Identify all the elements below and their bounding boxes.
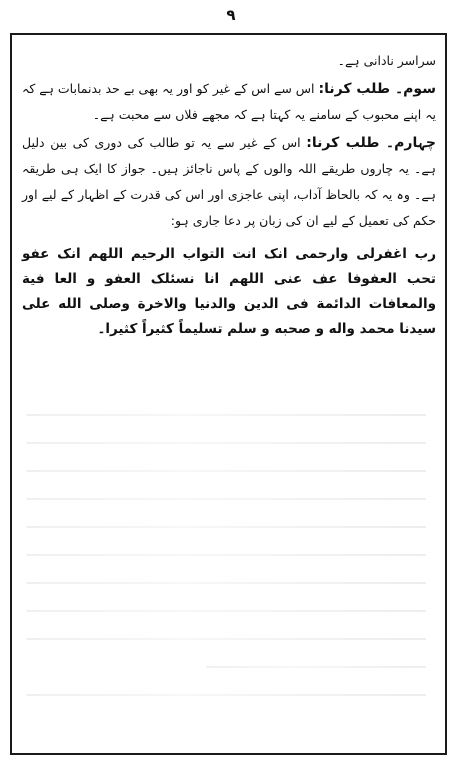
faded-bleedthrough-area xyxy=(26,414,426,734)
heading-chaharum: چہارم۔ طلب کرنا: xyxy=(306,135,436,151)
page-content xyxy=(22,48,436,342)
paragraph-som xyxy=(22,76,436,128)
paragraph-chaharum xyxy=(22,130,436,234)
text-som: اس سے اس کے غیر کو اور یہ بھی بے حد بدنمابات ہے کہ یہ اپنے محبوب کے سامنے یہ کہتا ہے کہ مجھے فلاں سے محبت ہے۔ xyxy=(22,81,436,122)
page-number: ۹ xyxy=(226,6,236,24)
intro-line: سراسر نادانی ہے۔ xyxy=(337,53,436,68)
heading-som: سوم۔ طلب کرنا: xyxy=(318,81,436,97)
arabic-dua: رب اغفرلی وارحمی انک انت التواب الرحیم اللھم انک عفو تحب العفوفا عف عنی اللھم انا نسئلک العفو و العا فیة والمعافات الدائمة فی الدین والدنیا والاخرة وصلی الله علی سیدنا محمد واله و صحبه و سلم تسلیماً کثیراً کثیرا۔ xyxy=(22,246,436,337)
text-chaharum: اس کے غیر سے یہ تو طالب کی دوری کی بین دلیل ہے۔ یہ چاروں طریقے اللہ والوں کے پاس ناجائز ہیں۔ جواز کا ایک ہی طریقہ ہے۔ وہ یہ کہ بالحاظ آداب، اپنی عاجزی اور اس کی قدرت کے اظہار کے لیے اور حکم کی تعمیل کے لیے ان کی زبان پر دعا جاری ہو: xyxy=(22,135,436,228)
